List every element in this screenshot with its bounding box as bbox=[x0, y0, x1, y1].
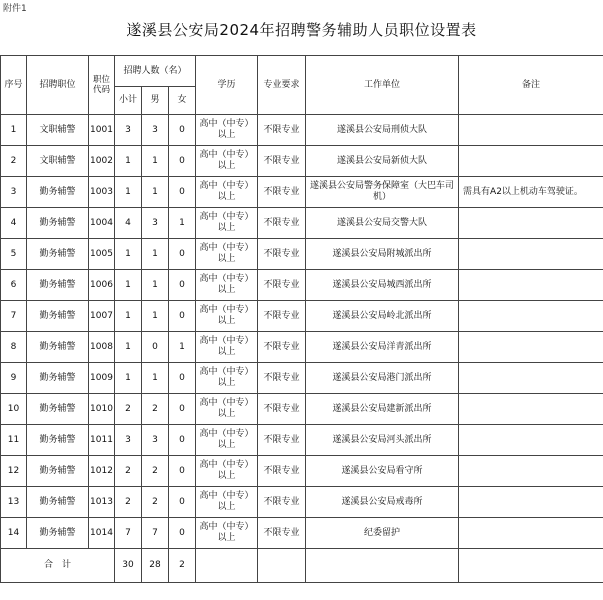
cell-education: 高中（中专）以上 bbox=[196, 177, 258, 208]
cell-position: 勤务辅警 bbox=[27, 363, 89, 394]
cell-seq: 1 bbox=[1, 115, 27, 146]
cell-major: 不限专业 bbox=[258, 115, 306, 146]
cell-code: 1002 bbox=[89, 146, 115, 177]
table-row bbox=[1, 301, 603, 332]
cell-remark: 需具有A2以上机动车驾驶证。 bbox=[459, 177, 603, 208]
cell-major: 不限专业 bbox=[258, 208, 306, 239]
cell-female: 1 bbox=[169, 332, 196, 363]
cell-major: 不限专业 bbox=[258, 239, 306, 270]
table-row bbox=[1, 425, 603, 456]
cell-major: 不限专业 bbox=[258, 425, 306, 456]
cell-seq: 7 bbox=[1, 301, 27, 332]
cell-seq: 3 bbox=[1, 177, 27, 208]
cell-position: 勤务辅警 bbox=[27, 394, 89, 425]
cell-position: 勤务辅警 bbox=[27, 239, 89, 270]
header-code: 职位代码 bbox=[89, 56, 115, 115]
cell-seq: 6 bbox=[1, 270, 27, 301]
table-row bbox=[1, 239, 603, 270]
cell-seq: 12 bbox=[1, 456, 27, 487]
cell-code: 1013 bbox=[89, 487, 115, 518]
cell-male: 3 bbox=[142, 115, 169, 146]
cell-position: 勤务辅警 bbox=[27, 487, 89, 518]
table-row bbox=[1, 363, 603, 394]
cell-education: 高中（中专）以上 bbox=[196, 363, 258, 394]
cell-male: 7 bbox=[142, 518, 169, 549]
cell-position: 勤务辅警 bbox=[27, 425, 89, 456]
cell-code: 1008 bbox=[89, 332, 115, 363]
cell-remark bbox=[459, 208, 603, 239]
cell-position: 文职辅警 bbox=[27, 146, 89, 177]
cell-male: 2 bbox=[142, 487, 169, 518]
cell-major: 不限专业 bbox=[258, 518, 306, 549]
table-row bbox=[1, 332, 603, 363]
cell-female: 0 bbox=[169, 239, 196, 270]
cell-seq: 14 bbox=[1, 518, 27, 549]
cell-unit: 纪委留护 bbox=[306, 518, 459, 549]
cell-unit: 遂溪县公安局交警大队 bbox=[306, 208, 459, 239]
cell-subtotal: 2 bbox=[115, 487, 142, 518]
cell-code: 1009 bbox=[89, 363, 115, 394]
cell-subtotal: 1 bbox=[115, 301, 142, 332]
cell-seq: 2 bbox=[1, 146, 27, 177]
cell-male: 1 bbox=[142, 270, 169, 301]
cell-subtotal: 1 bbox=[115, 363, 142, 394]
cell-unit: 遂溪县公安局戒毒所 bbox=[306, 487, 459, 518]
header-education: 学历 bbox=[196, 56, 258, 115]
cell-female: 0 bbox=[169, 518, 196, 549]
cell-subtotal: 2 bbox=[115, 456, 142, 487]
cell-remark bbox=[459, 487, 603, 518]
cell-subtotal: 3 bbox=[115, 425, 142, 456]
cell-education: 高中（中专）以上 bbox=[196, 239, 258, 270]
cell-code: 1014 bbox=[89, 518, 115, 549]
cell-female: 0 bbox=[169, 487, 196, 518]
table-row bbox=[1, 456, 603, 487]
cell-code: 1012 bbox=[89, 456, 115, 487]
cell-unit: 遂溪县公安局建新派出所 bbox=[306, 394, 459, 425]
cell-major: 不限专业 bbox=[258, 487, 306, 518]
cell-unit: 遂溪县公安局新侦大队 bbox=[306, 146, 459, 177]
cell-seq: 5 bbox=[1, 239, 27, 270]
cell-unit: 遂溪县公安局警务保障室（大巴车司机） bbox=[306, 177, 459, 208]
cell-subtotal: 1 bbox=[115, 332, 142, 363]
cell-male: 2 bbox=[142, 456, 169, 487]
cell-female: 0 bbox=[169, 270, 196, 301]
cell-position: 勤务辅警 bbox=[27, 301, 89, 332]
cell-major: 不限专业 bbox=[258, 301, 306, 332]
cell-male: 3 bbox=[142, 425, 169, 456]
cell-seq: 8 bbox=[1, 332, 27, 363]
cell-major: 不限专业 bbox=[258, 456, 306, 487]
cell-position: 勤务辅警 bbox=[27, 456, 89, 487]
table-row bbox=[1, 487, 603, 518]
cell-seq: 11 bbox=[1, 425, 27, 456]
table-row bbox=[1, 270, 603, 301]
table-row bbox=[1, 146, 603, 177]
position-table bbox=[0, 55, 603, 583]
cell-female: 0 bbox=[169, 301, 196, 332]
cell-unit: 遂溪县公安局看守所 bbox=[306, 456, 459, 487]
cell-female: 1 bbox=[169, 208, 196, 239]
cell-major: 不限专业 bbox=[258, 146, 306, 177]
cell-female: 0 bbox=[169, 177, 196, 208]
cell-male: 1 bbox=[142, 363, 169, 394]
cell-female: 0 bbox=[169, 115, 196, 146]
cell-seq: 9 bbox=[1, 363, 27, 394]
header-remark: 备注 bbox=[459, 56, 603, 115]
cell-code: 1010 bbox=[89, 394, 115, 425]
cell-education: 高中（中专）以上 bbox=[196, 425, 258, 456]
cell-remark bbox=[459, 146, 603, 177]
header-seq: 序号 bbox=[1, 56, 27, 115]
total-unit bbox=[306, 549, 459, 583]
cell-education: 高中（中专）以上 bbox=[196, 394, 258, 425]
document-title: 遂溪县公安局2024年招聘警务辅助人员职位设置表 bbox=[126, 21, 477, 39]
cell-unit: 遂溪县公安局岭北派出所 bbox=[306, 301, 459, 332]
total-major bbox=[258, 549, 306, 583]
cell-education: 高中（中专）以上 bbox=[196, 208, 258, 239]
cell-education: 高中（中专）以上 bbox=[196, 332, 258, 363]
cell-subtotal: 1 bbox=[115, 146, 142, 177]
cell-code: 1003 bbox=[89, 177, 115, 208]
cell-subtotal: 1 bbox=[115, 270, 142, 301]
cell-code: 1005 bbox=[89, 239, 115, 270]
cell-subtotal: 7 bbox=[115, 518, 142, 549]
cell-remark bbox=[459, 270, 603, 301]
total-male: 28 bbox=[142, 549, 169, 583]
cell-male: 1 bbox=[142, 177, 169, 208]
cell-major: 不限专业 bbox=[258, 332, 306, 363]
cell-male: 3 bbox=[142, 208, 169, 239]
cell-code: 1001 bbox=[89, 115, 115, 146]
cell-position: 勤务辅警 bbox=[27, 518, 89, 549]
cell-remark bbox=[459, 518, 603, 549]
cell-code: 1011 bbox=[89, 425, 115, 456]
cell-subtotal: 3 bbox=[115, 115, 142, 146]
header-subtotal: 小计 bbox=[115, 87, 142, 115]
cell-education: 高中（中专）以上 bbox=[196, 115, 258, 146]
cell-seq: 10 bbox=[1, 394, 27, 425]
total-row bbox=[1, 549, 603, 583]
cell-position: 勤务辅警 bbox=[27, 177, 89, 208]
cell-code: 1007 bbox=[89, 301, 115, 332]
cell-code: 1004 bbox=[89, 208, 115, 239]
cell-male: 1 bbox=[142, 146, 169, 177]
total-education bbox=[196, 549, 258, 583]
table-row bbox=[1, 115, 603, 146]
cell-subtotal: 1 bbox=[115, 239, 142, 270]
header-major: 专业要求 bbox=[258, 56, 306, 115]
cell-education: 高中（中专）以上 bbox=[196, 270, 258, 301]
total-subtotal: 30 bbox=[115, 549, 142, 583]
cell-female: 0 bbox=[169, 146, 196, 177]
cell-education: 高中（中专）以上 bbox=[196, 301, 258, 332]
attachment-label: 附件1 bbox=[3, 4, 27, 14]
cell-female: 0 bbox=[169, 394, 196, 425]
cell-subtotal: 2 bbox=[115, 394, 142, 425]
total-female: 2 bbox=[169, 549, 196, 583]
cell-education: 高中（中专）以上 bbox=[196, 146, 258, 177]
cell-unit: 遂溪县公安局洋青派出所 bbox=[306, 332, 459, 363]
cell-unit: 遂溪县公安局河头派出所 bbox=[306, 425, 459, 456]
cell-male: 1 bbox=[142, 239, 169, 270]
table-row bbox=[1, 208, 603, 239]
cell-unit: 遂溪县公安局附城派出所 bbox=[306, 239, 459, 270]
header-count-group: 招聘人数（名） bbox=[115, 56, 196, 87]
cell-unit: 遂溪县公安局港门派出所 bbox=[306, 363, 459, 394]
cell-major: 不限专业 bbox=[258, 177, 306, 208]
cell-female: 0 bbox=[169, 425, 196, 456]
cell-remark bbox=[459, 239, 603, 270]
total-remark bbox=[459, 549, 603, 583]
cell-education: 高中（中专）以上 bbox=[196, 456, 258, 487]
cell-major: 不限专业 bbox=[258, 394, 306, 425]
cell-subtotal: 1 bbox=[115, 177, 142, 208]
cell-remark bbox=[459, 301, 603, 332]
cell-remark bbox=[459, 425, 603, 456]
cell-major: 不限专业 bbox=[258, 363, 306, 394]
cell-remark bbox=[459, 115, 603, 146]
cell-remark bbox=[459, 456, 603, 487]
table-row bbox=[1, 394, 603, 425]
cell-code: 1006 bbox=[89, 270, 115, 301]
cell-position: 文职辅警 bbox=[27, 115, 89, 146]
cell-male: 1 bbox=[142, 301, 169, 332]
cell-female: 0 bbox=[169, 456, 196, 487]
cell-remark bbox=[459, 394, 603, 425]
cell-seq: 4 bbox=[1, 208, 27, 239]
header-male: 男 bbox=[142, 87, 169, 115]
cell-male: 0 bbox=[142, 332, 169, 363]
header-unit: 工作单位 bbox=[306, 56, 459, 115]
cell-female: 0 bbox=[169, 363, 196, 394]
header-female: 女 bbox=[169, 87, 196, 115]
cell-seq: 13 bbox=[1, 487, 27, 518]
cell-position: 勤务辅警 bbox=[27, 270, 89, 301]
cell-education: 高中（中专）以上 bbox=[196, 487, 258, 518]
cell-position: 勤务辅警 bbox=[27, 208, 89, 239]
cell-subtotal: 4 bbox=[115, 208, 142, 239]
cell-unit: 遂溪县公安局刑侦大队 bbox=[306, 115, 459, 146]
cell-remark bbox=[459, 363, 603, 394]
table-row bbox=[1, 518, 603, 549]
cell-male: 2 bbox=[142, 394, 169, 425]
header-position: 招聘职位 bbox=[27, 56, 89, 115]
cell-remark bbox=[459, 332, 603, 363]
total-label: 合 计 bbox=[1, 549, 115, 583]
cell-education: 高中（中专）以上 bbox=[196, 518, 258, 549]
table-row bbox=[1, 177, 603, 208]
cell-position: 勤务辅警 bbox=[27, 332, 89, 363]
cell-unit: 遂溪县公安局城西派出所 bbox=[306, 270, 459, 301]
cell-major: 不限专业 bbox=[258, 270, 306, 301]
table-body bbox=[1, 115, 603, 549]
